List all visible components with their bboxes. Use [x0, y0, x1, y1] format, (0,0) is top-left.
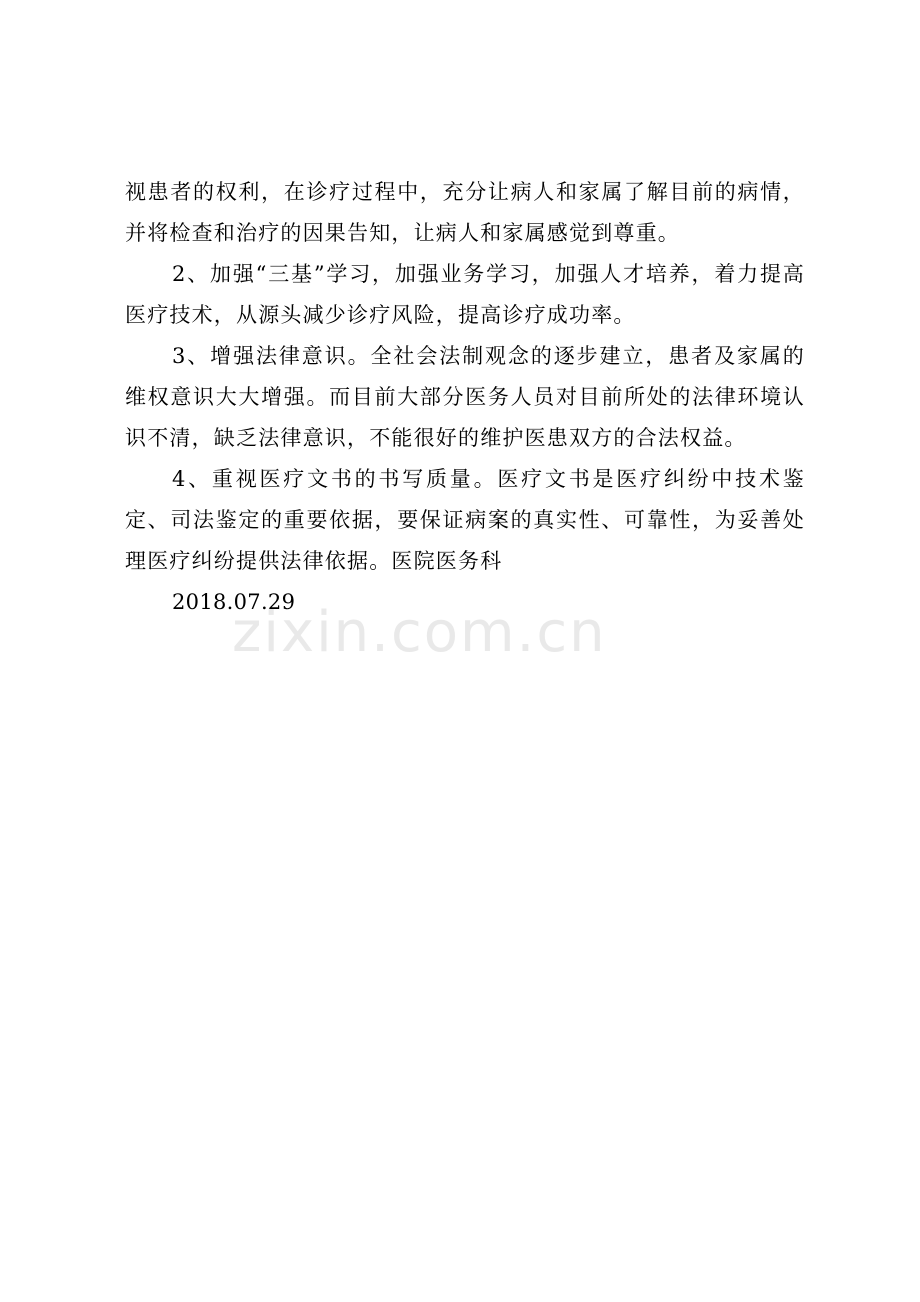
document-body [125, 172, 805, 623]
paragraph-continuation: 视患者的权利，在诊疗过程中，充分让病人和家属了解目前的病情，并将检查和治疗的因果告知，让病人和家属感觉到尊重。 [125, 180, 805, 245]
paragraph-item-2: 2、加强“三基”学习，加强业务学习，加强人才培养，着力提高医疗技术，从源头减少诊疗风险，提高诊疗成功率。 [125, 262, 805, 327]
paragraph-item-3: 3、增强法律意识。全社会法制观念的逐步建立，患者及家属的维权意识大大增强。而目前大部分医务人员对目前所处的法律环境认识不清，缺乏法律意识，不能很好的维护医患双方的合法权益。 [125, 344, 805, 450]
watermark: zixin.com.cn [232, 600, 607, 665]
document-date: 2018.07.29 [172, 590, 296, 614]
paragraph-item-4: 4、重视医疗文书的书写质量。医疗文书是医疗纠纷中技术鉴定、司法鉴定的重要依据，要保证病案的真实性、可靠性，为妥善处理医疗纠纷提供法律依据。医院医务科 [125, 467, 805, 573]
